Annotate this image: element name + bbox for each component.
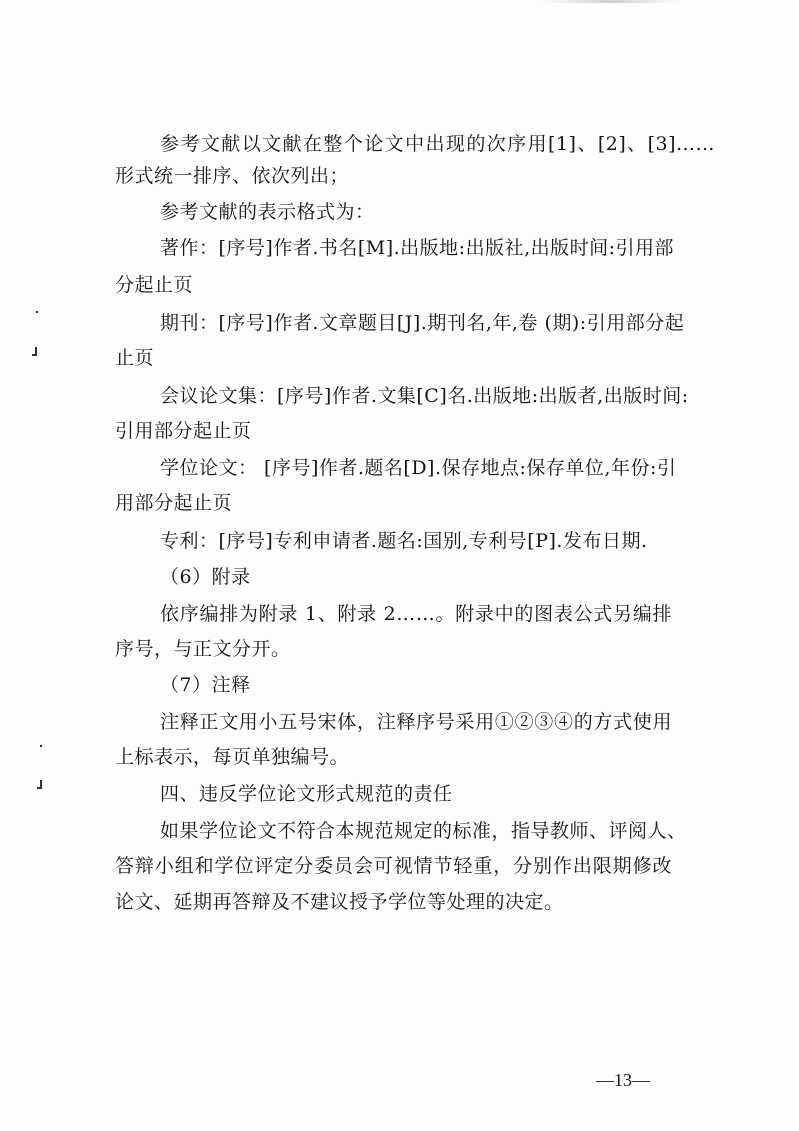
text-line-20: 如果学位论文不符合本规范规定的标准，指导教师、评阅人、	[160, 820, 687, 842]
scan-mark	[37, 787, 41, 789]
section-heading-violation: 四、违反学位论文形式规范的责任	[160, 783, 453, 805]
text-line-9: 引用部分起止页	[115, 420, 252, 442]
text-line-2: 形式统一排序、依次列出；	[115, 165, 350, 187]
text-line-11: 用部分起止页	[115, 492, 233, 514]
scan-mark	[32, 354, 36, 356]
section-heading-notes: （7）注释	[160, 674, 251, 696]
text-line-14: 依序编排为附录 1、附录 2……。附录中的图表公式另编排	[160, 603, 672, 625]
text-line-15: 序号，与正文分开。	[115, 638, 291, 660]
page-number: —13—	[596, 1070, 650, 1090]
scan-edge	[540, 0, 680, 3]
scan-mark	[36, 311, 38, 313]
text-line-7: 止页	[115, 347, 155, 369]
scan-mark	[40, 745, 42, 747]
text-line-12: 专利：[序号]专利申请者.题名:国别,专利号[P].发布日期.	[160, 530, 648, 552]
text-line-10: 学位论文： [序号]作者.题名[D].保存地点:保存单位,年份:引	[160, 457, 677, 479]
text-line-1: 参考文献以文献在整个论文中出现的次序用[1]、[2]、[3]……	[160, 133, 715, 155]
text-line-4: 著作：[序号]作者.书名[M].出版地:出版社,出版时间:引用部	[160, 237, 675, 259]
text-line-3: 参考文献的表示格式为：	[160, 201, 375, 223]
text-line-8: 会议论文集：[序号]作者.文集[C]名.出版地:出版者,出版时间:	[160, 385, 689, 407]
text-line-6: 期刊：[序号]作者.文章题目[J].期刊名,年,卷 (期):引用部分起	[160, 312, 685, 334]
text-line-17: 注释正文用小五号宋体，注释序号采用①②③④的方式使用	[160, 711, 672, 733]
text-line-18: 上标表示，每页单独编号。	[115, 746, 350, 768]
text-line-5: 分起止页	[115, 274, 194, 296]
section-heading-appendix: （6）附录	[160, 566, 251, 588]
text-line-22: 论文、延期再答辩及不建议授予学位等处理的决定。	[115, 891, 564, 913]
text-line-21: 答辩小组和学位评定分委员会可视情节轻重，分别作出限期修改	[115, 855, 672, 877]
